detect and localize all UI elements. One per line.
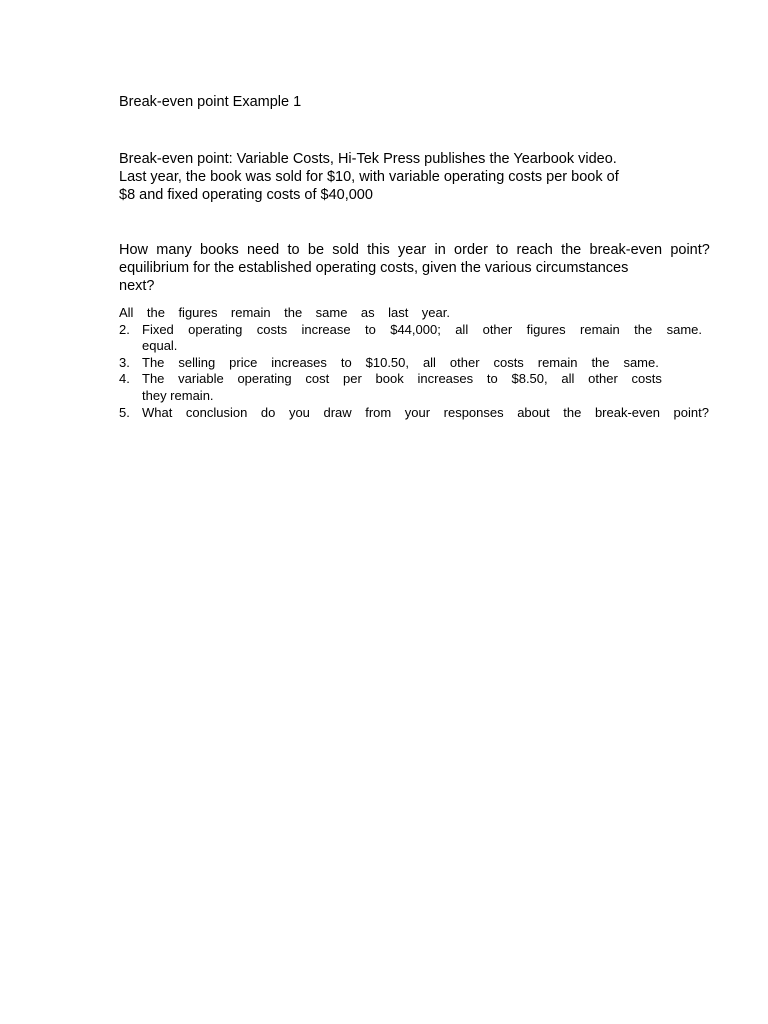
list-item	[119, 371, 709, 404]
word: cost	[305, 371, 330, 387]
word: to	[340, 354, 352, 370]
list-item	[119, 405, 709, 422]
word: How	[119, 242, 149, 258]
word: conclusion	[185, 404, 248, 420]
word: selling	[178, 354, 216, 370]
word: to	[365, 321, 376, 337]
word: need	[246, 242, 280, 258]
list-item-continuation: equal.	[142, 338, 178, 354]
word: Fixed	[142, 321, 174, 337]
word: year.	[421, 305, 450, 320]
word: year	[398, 242, 427, 258]
word: other	[482, 321, 513, 337]
word: increases	[417, 371, 474, 387]
word: book	[375, 371, 404, 387]
question-line: equilibrium for the established operating costs, given the various circumstances	[119, 260, 629, 276]
word: books	[200, 242, 239, 258]
word: about	[517, 404, 550, 420]
word: figures	[178, 305, 218, 320]
word: the	[284, 305, 303, 320]
question-line	[119, 241, 710, 259]
word: to	[496, 242, 509, 258]
word: increases	[271, 354, 327, 370]
word: costs	[631, 371, 662, 387]
word: draw	[323, 404, 352, 420]
word: costs	[493, 354, 524, 370]
word: the	[634, 321, 653, 337]
word: to	[486, 371, 498, 387]
word: this	[367, 242, 390, 258]
word: all	[422, 354, 436, 370]
word: be	[307, 242, 325, 258]
word: the	[146, 305, 165, 320]
list-item-number: 5.	[119, 404, 130, 420]
word: per	[343, 371, 362, 387]
list-item-number: 3.	[119, 354, 130, 370]
word: price	[229, 354, 258, 370]
word: same	[315, 305, 348, 320]
word: as	[360, 305, 375, 320]
word: The	[142, 354, 165, 370]
word: the	[563, 404, 582, 420]
list-item-text	[142, 355, 659, 372]
list-item	[119, 355, 709, 372]
intro-paragraph	[119, 150, 619, 204]
word: remain	[230, 305, 271, 320]
word: point?	[670, 242, 710, 258]
word: other	[449, 354, 480, 370]
word: same.	[623, 354, 659, 370]
word: What	[142, 404, 173, 420]
word: order	[454, 242, 488, 258]
word: operating	[237, 371, 292, 387]
word: variable	[178, 371, 224, 387]
word: from	[365, 404, 392, 420]
list-item-text	[142, 322, 702, 339]
list-item-text	[119, 305, 450, 322]
document-title: Break-even point Example 1	[119, 94, 302, 110]
word: The	[142, 371, 165, 387]
question-line: next?	[119, 278, 155, 294]
intro-line: Break-even point: Variable Costs, Hi-Tek Press publishes the Yearbook video.	[119, 151, 617, 167]
list-item-text	[142, 371, 662, 388]
word: many	[156, 242, 192, 258]
word: break-even	[589, 242, 663, 258]
word: operating	[188, 321, 243, 337]
intro-line: Last year, the book was sold for $10, with variable operating costs per book of	[119, 169, 619, 185]
word: your	[404, 404, 431, 420]
list-item-text	[142, 405, 709, 422]
word: same.	[666, 321, 702, 337]
word: the	[561, 242, 582, 258]
scenario-list	[119, 305, 709, 421]
word: last	[388, 305, 409, 320]
list-item	[119, 322, 709, 355]
word: figures	[526, 321, 566, 337]
word: remain	[537, 354, 578, 370]
word: the	[591, 354, 610, 370]
word: do	[260, 404, 276, 420]
list-item	[119, 305, 709, 322]
word: costs	[256, 321, 288, 337]
word: $44,000;	[390, 321, 441, 337]
word: other	[588, 371, 618, 387]
word: All	[119, 305, 134, 320]
list-item-number: 2.	[119, 321, 130, 337]
word: increase	[301, 321, 351, 337]
word: remain	[580, 321, 620, 337]
word: to	[287, 242, 300, 258]
word: all	[561, 371, 575, 387]
question-paragraph	[119, 241, 710, 295]
word: break-even	[594, 404, 660, 420]
word: $10.50,	[365, 354, 409, 370]
word: point?	[673, 404, 709, 420]
word: sold	[332, 242, 359, 258]
word: responses	[443, 404, 504, 420]
word: in	[434, 242, 446, 258]
intro-line: $8 and fixed operating costs of $40,000	[119, 187, 373, 203]
word: all	[455, 321, 469, 337]
list-item-number: 4.	[119, 371, 130, 387]
list-item-continuation: they remain.	[142, 387, 214, 403]
word: $8.50,	[511, 371, 548, 387]
word: reach	[516, 242, 553, 258]
word: you	[288, 404, 310, 420]
